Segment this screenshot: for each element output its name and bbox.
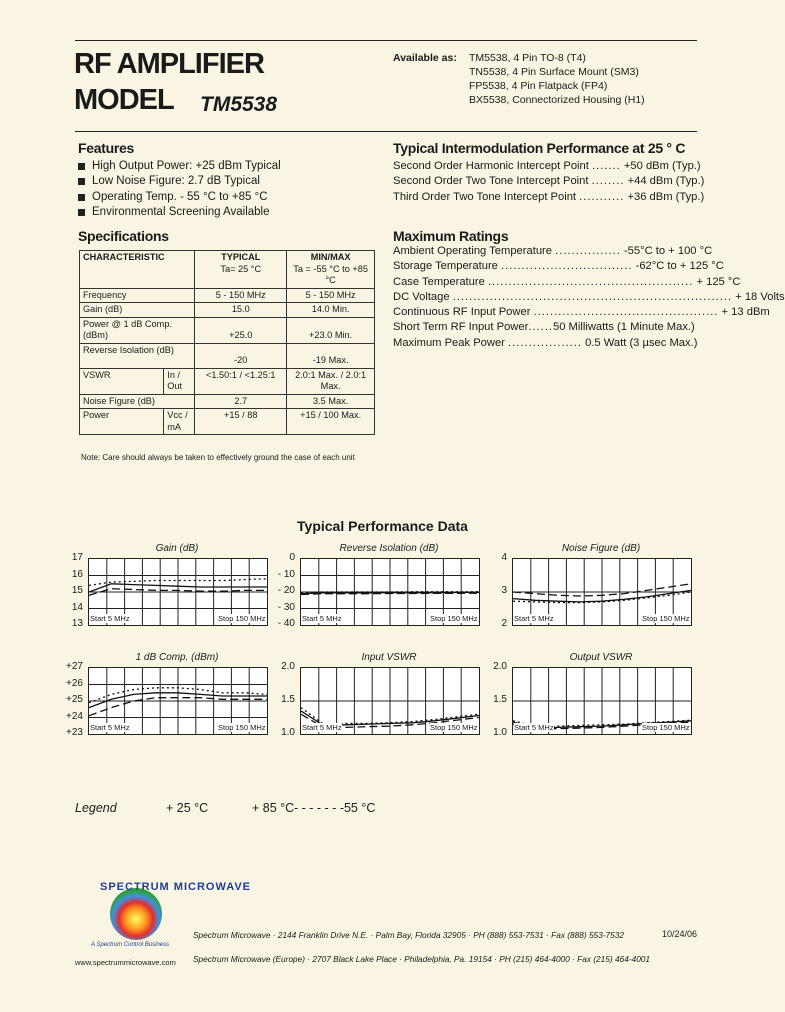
rating-row: Short Term RF Input Power ...... 50 Milliwatts (1 Minute Max.) — [393, 321, 695, 334]
x-stop-label: Stop 150 MHz — [642, 614, 690, 623]
rating-row: Storage Temperature ................................ -62°C to + 125 °C — [393, 260, 724, 273]
y-tick-label: 4 — [501, 552, 507, 563]
chart-title-gain-db: Gain (dB) — [155, 543, 199, 554]
legend-item-m55c: - - - - - - -55 °C — [294, 801, 376, 815]
x-start-label: Start 5 MHz — [90, 614, 130, 623]
x-start-label: Start 5 MHz — [302, 723, 342, 732]
chart-title-input-vswr: Input VSWR — [361, 652, 417, 663]
rating-row: Continuous RF Input Power ............................................. + 13 dBm — [393, 306, 770, 319]
col-header: MIN/MAX Ta = -55 °C to +85 °C — [287, 251, 375, 289]
model-number: TM5538 — [200, 93, 278, 116]
chart-title-noise-figure-db: Noise Figure (dB) — [561, 543, 641, 554]
y-tick-label: 16 — [71, 568, 83, 580]
intermod-row: Second Order Harmonic Intercept Point ....... +50 dBm (Typ.) — [393, 160, 701, 172]
rating-row: Case Temperature .................................................. + 125 °C — [393, 275, 741, 288]
y-tick-label: 1.5 — [281, 694, 295, 705]
col-header: TYPICAL Ta= 25 °C — [195, 251, 287, 289]
y-tick-label: 13 — [71, 618, 83, 629]
y-tick-label: - 30 — [277, 601, 295, 613]
table-row: Power Vcc / mA +15 / 88 +15 / 100 Max. — [80, 409, 375, 435]
y-tick-label: - 20 — [277, 585, 295, 596]
legend-label: Legend — [75, 801, 117, 815]
perf-title: Typical Performance Data — [297, 518, 468, 534]
y-tick-label: +25 — [66, 694, 83, 705]
logo-tagline: A Spectrum Control Business — [91, 942, 170, 948]
chart-title-output-vswr: Output VSWR — [569, 652, 633, 663]
specs-table — [79, 250, 375, 435]
bullet-icon — [78, 163, 85, 170]
ratings-table — [393, 244, 785, 351]
top-rule — [75, 40, 697, 41]
x-stop-label: Stop 150 MHz — [218, 723, 266, 732]
bullet-icon — [78, 194, 85, 201]
available-item: FP5538, 4 Pin Flatpack (FP4) — [469, 80, 608, 92]
table-row — [80, 251, 375, 289]
y-tick-label: 15 — [71, 585, 83, 596]
x-stop-label: Stop 150 MHz — [430, 614, 478, 623]
col-header: CHARACTERISTIC — [80, 251, 195, 289]
intermod-row: Second Order Two Tone Intercept Point ........ +44 dBm (Typ.) — [393, 175, 705, 188]
bullet-icon — [78, 209, 85, 216]
y-tick-label: +24 — [66, 710, 83, 722]
y-tick-label: +26 — [66, 677, 83, 689]
y-tick-label: 2.0 — [281, 661, 295, 672]
table-row: VSWR In / Out <1.50:1 / <1.25:1 2.0:1 Max. / 2.0:1 Max. — [80, 368, 375, 394]
chart-title-reverse-isolation-db: Reverse Isolation (dB) — [339, 543, 439, 554]
y-tick-label: 17 — [71, 552, 83, 563]
intermod-row: Third Order Two Tone Intercept Point ........... +36 dBm (Typ.) — [393, 190, 705, 203]
header-rule — [75, 131, 697, 132]
legend-item-25c: + 25 °C — [166, 801, 209, 815]
available-label: Available as: — [393, 52, 457, 64]
x-start-label: Start 5 MHz — [90, 723, 130, 732]
bullet-icon — [78, 178, 85, 185]
x-start-label: Start 5 MHz — [514, 723, 554, 732]
specs-note: Note: Care should always be taken to effectively ground the case of each unit — [81, 453, 355, 462]
x-start-label: Start 5 MHz — [302, 614, 342, 623]
table-row: Noise Figure (dB) 2.7 3.5 Max. — [80, 394, 375, 409]
y-tick-label: +27 — [66, 661, 83, 672]
x-stop-label: Stop 150 MHz — [218, 614, 266, 623]
feature-item: Environmental Screening Available — [78, 205, 281, 220]
model-label: MODEL — [74, 84, 174, 116]
feature-item: Low Noise Figure: 2.7 dB Typical — [78, 174, 281, 189]
features-list — [78, 159, 281, 220]
y-tick-label: 1.0 — [493, 727, 507, 738]
y-tick-label: 2.0 — [493, 661, 507, 672]
footer-address-us: Spectrum Microwave · 2144 Franklin Drive N.E. · Palm Bay, Florida 32905 · PH (888) 553-7531 · Fax (888) 553-7532 — [193, 930, 625, 940]
available-item: BX5538, Connectorized Housing (H1) — [469, 94, 645, 106]
rating-row: Ambient Operating Temperature ................ -55°C to + 100 °C — [393, 245, 713, 257]
logo-text: SPECTRUM MICROWAVE — [100, 881, 252, 893]
table-row: Gain (dB) 15.0 14.0 Min. — [80, 303, 375, 318]
intermod-table — [393, 159, 705, 205]
page-title: RF AMPLIFIER — [74, 48, 264, 80]
ratings-heading: Maximum Ratings — [393, 228, 509, 244]
footer-url[interactable]: www.spectrummicrowave.com — [75, 958, 176, 967]
footer-date: 10/24/06 — [662, 929, 698, 939]
table-row: Reverse Isolation (dB) -20 -19 Max. — [80, 343, 375, 368]
x-start-label: Start 5 MHz — [514, 614, 554, 623]
available-item: TN5538, 4 Pin Surface Mount (SM3) — [469, 66, 639, 78]
y-tick-label: 2 — [501, 618, 507, 629]
footer-address-europe: Spectrum Microwave (Europe) · 2707 Black Lake Place · Philadelphia, Pa. 19154 · PH (215) 464-4000 · Fax (215) 464-4001 — [193, 954, 651, 964]
feature-item: High Output Power: +25 dBm Typical — [78, 159, 281, 174]
specs-heading: Specifications — [78, 228, 169, 244]
y-tick-label: 3 — [501, 585, 507, 596]
table-row: Power @ 1 dB Comp. (dBm) +25.0 +23.0 Min. — [80, 317, 375, 343]
y-tick-label: 1.5 — [493, 694, 507, 705]
intermod-heading: Typical Intermodulation Performance at 25 ° C — [393, 140, 686, 156]
x-stop-label: Stop 150 MHz — [430, 723, 478, 732]
available-item: TM5538, 4 Pin TO-8 (T4) — [469, 52, 586, 64]
rating-row: DC Voltage .................................................................... + 18 Volts — [393, 290, 785, 303]
y-tick-label: - 40 — [277, 618, 295, 629]
available-list — [469, 51, 645, 107]
y-tick-label: +23 — [66, 727, 83, 738]
chart-title-1-db-comp-dbm: 1 dB Comp. (dBm) — [135, 652, 219, 663]
y-tick-label: 14 — [71, 601, 83, 613]
features-heading: Features — [78, 140, 134, 156]
y-tick-label: - 10 — [277, 568, 295, 580]
table-row: Frequency 5 - 150 MHz 5 - 150 MHz — [80, 288, 375, 303]
legend-item-85c: + 85 °C — [252, 801, 295, 815]
x-stop-label: Stop 150 MHz — [642, 723, 690, 732]
rating-row: Maximum Peak Power .................. 0.5 Watt (3 µsec Max.) — [393, 336, 698, 349]
feature-item: Operating Temp. - 55 °C to +85 °C — [78, 190, 281, 205]
y-tick-label: 1.0 — [281, 727, 295, 738]
y-tick-label: 0 — [289, 552, 295, 563]
